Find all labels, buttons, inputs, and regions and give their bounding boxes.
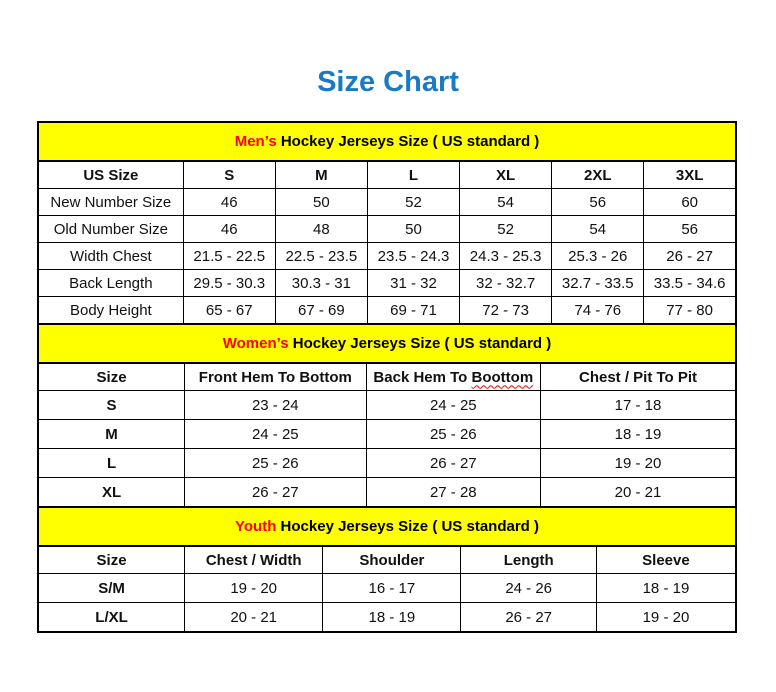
youth-column-header-2: Shoulder [323, 546, 461, 574]
mens-table-cell: 72 - 73 [460, 297, 552, 325]
womens-table-cell: 20 - 21 [541, 478, 736, 508]
mens-row-2 [38, 243, 736, 270]
womens-title-highlight: Women’s [222, 335, 289, 352]
mens-table-cell: 22.5 - 23.5 [275, 243, 367, 270]
womens-table-cell: 23 - 24 [185, 391, 366, 420]
youth-title-highlight: Youth [235, 518, 277, 535]
mens-table-cell: 31 - 32 [367, 270, 459, 297]
mens-column-header-1: S [183, 161, 275, 189]
youth-section-title [38, 507, 736, 546]
mens-column-header-2: M [275, 161, 367, 189]
womens-row-2 [38, 449, 736, 478]
mens-table-cell: 24.3 - 25.3 [460, 243, 552, 270]
mens-column-header-0: US Size [38, 161, 183, 189]
mens-table-cell: 52 [367, 189, 459, 216]
misspelled-word: Boottom [471, 368, 534, 386]
mens-table-cell: 54 [552, 216, 644, 243]
youth-table-cell: 24 - 26 [461, 574, 596, 603]
womens-row-label: XL [38, 478, 185, 508]
womens-table-cell: 24 - 25 [366, 391, 541, 420]
womens-column-header-1: Front Hem To Bottom [185, 363, 366, 391]
mens-table-cell: 50 [367, 216, 459, 243]
womens-table-cell: 24 - 25 [185, 420, 366, 449]
mens-table-cell: 30.3 - 31 [275, 270, 367, 297]
mens-table-cell: 21.5 - 22.5 [183, 243, 275, 270]
womens-title-rest: Hockey Jerseys Size ( US standard ) [288, 335, 552, 352]
youth-column-header-0: Size [38, 546, 185, 574]
mens-table-cell: 56 [552, 189, 644, 216]
mens-row-label: Back Length [38, 270, 183, 297]
youth-table-cell: 19 - 20 [185, 574, 323, 603]
mens-table-cell: 54 [460, 189, 552, 216]
womens-row-label: M [38, 420, 185, 449]
mens-table-cell: 67 - 69 [275, 297, 367, 325]
mens-table-cell: 60 [644, 189, 736, 216]
womens-table-cell: 27 - 28 [366, 478, 541, 508]
womens-table-cell: 17 - 18 [541, 391, 736, 420]
womens-table-cell: 25 - 26 [366, 420, 541, 449]
womens-table-cell: 19 - 20 [541, 449, 736, 478]
womens-table-cell: 26 - 27 [185, 478, 366, 508]
mens-table-cell: 56 [644, 216, 736, 243]
mens-table-cell: 33.5 - 34.6 [644, 270, 736, 297]
mens-table-cell: 26 - 27 [644, 243, 736, 270]
womens-size-table [37, 323, 737, 508]
youth-table-cell: 20 - 21 [185, 603, 323, 633]
youth-table-cell: 19 - 20 [596, 603, 736, 633]
mens-table-cell: 32.7 - 33.5 [552, 270, 644, 297]
womens-row-label: L [38, 449, 185, 478]
mens-row-label: Body Height [38, 297, 183, 325]
youth-table-cell: 18 - 19 [323, 603, 461, 633]
youth-row-label: L/XL [38, 603, 185, 633]
mens-row-3 [38, 270, 736, 297]
mens-table-cell: 74 - 76 [552, 297, 644, 325]
mens-column-header-4: XL [460, 161, 552, 189]
mens-table-cell: 46 [183, 189, 275, 216]
womens-table-cell: 26 - 27 [366, 449, 541, 478]
mens-table-cell: 65 - 67 [183, 297, 275, 325]
mens-table-cell: 48 [275, 216, 367, 243]
womens-column-header-0: Size [38, 363, 185, 391]
youth-title-rest: Hockey Jerseys Size ( US standard ) [276, 518, 539, 535]
size-chart-container [37, 121, 737, 633]
mens-row-label: Width Chest [38, 243, 183, 270]
mens-table-cell: 46 [183, 216, 275, 243]
youth-row-1 [38, 603, 736, 633]
mens-table-cell: 23.5 - 24.3 [367, 243, 459, 270]
youth-row-label: S/M [38, 574, 185, 603]
mens-row-1 [38, 216, 736, 243]
mens-table-cell: 77 - 80 [644, 297, 736, 325]
womens-row-3 [38, 478, 736, 508]
youth-table-cell: 18 - 19 [596, 574, 736, 603]
mens-table-cell: 69 - 71 [367, 297, 459, 325]
womens-column-header-2: Back Hem To Boottom [366, 363, 541, 391]
mens-table-cell: 52 [460, 216, 552, 243]
youth-table-cell: 16 - 17 [323, 574, 461, 603]
mens-section-title [38, 122, 736, 161]
mens-column-header-5: 2XL [552, 161, 644, 189]
mens-size-table [37, 121, 737, 325]
youth-size-table [37, 506, 737, 633]
youth-column-header-4: Sleeve [596, 546, 736, 574]
youth-row-0 [38, 574, 736, 603]
youth-column-header-3: Length [461, 546, 596, 574]
womens-row-0 [38, 391, 736, 420]
mens-table-cell: 29.5 - 30.3 [183, 270, 275, 297]
mens-title-highlight: Men’s [234, 133, 277, 150]
mens-column-header-3: L [367, 161, 459, 189]
womens-section-title [38, 324, 736, 363]
mens-row-label: New Number Size [38, 189, 183, 216]
mens-row-0 [38, 189, 736, 216]
womens-table-cell: 18 - 19 [541, 420, 736, 449]
mens-column-header-6: 3XL [644, 161, 736, 189]
youth-column-header-1: Chest / Width [185, 546, 323, 574]
womens-column-header-3: Chest / Pit To Pit [541, 363, 736, 391]
youth-table-cell: 26 - 27 [461, 603, 596, 633]
mens-table-cell: 32 - 32.7 [460, 270, 552, 297]
mens-row-label: Old Number Size [38, 216, 183, 243]
mens-title-rest: Hockey Jerseys Size ( US standard ) [276, 133, 540, 150]
womens-row-label: S [38, 391, 185, 420]
mens-table-cell: 25.3 - 26 [552, 243, 644, 270]
womens-row-1 [38, 420, 736, 449]
mens-row-4 [38, 297, 736, 325]
womens-table-cell: 25 - 26 [185, 449, 366, 478]
page-title: Size Chart [317, 66, 459, 98]
mens-table-cell: 50 [275, 189, 367, 216]
